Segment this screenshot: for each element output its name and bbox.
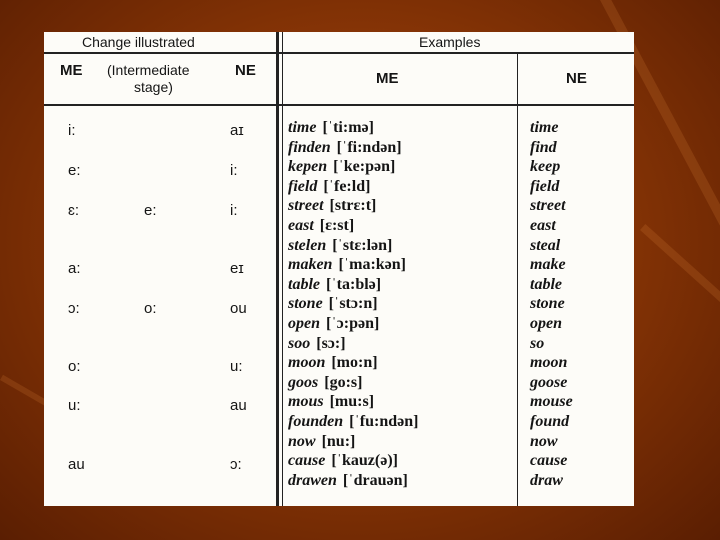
vowel-ne: au: [230, 397, 247, 414]
vowel-me: e:: [68, 162, 81, 179]
ne-word: cause: [530, 452, 568, 470]
ne-word: keep: [530, 158, 561, 176]
me-word: street: [288, 197, 324, 215]
example-me-row: [288, 255, 406, 275]
vowel-mid: e:: [144, 202, 157, 219]
example-me-row: [288, 236, 392, 256]
ne-word: stone: [530, 295, 565, 313]
example-me-row: [288, 392, 374, 412]
ne-word: find: [530, 138, 557, 156]
me-pronunciation: [ˈɔ:pən]: [326, 315, 380, 332]
example-me-row: [288, 177, 370, 197]
vowel-ne: u:: [230, 358, 243, 375]
ne-word: now: [530, 432, 558, 450]
me-word: time: [288, 119, 317, 136]
col-header-intermediate: (Intermediate: [107, 62, 190, 78]
vowel-me: a:: [68, 260, 81, 277]
examples-header-me: ME: [376, 70, 399, 87]
ne-word: found: [530, 413, 570, 430]
me-pronunciation: [ˈdrauən]: [342, 471, 408, 489]
me-pronunciation: [ˈta:blə]: [326, 275, 382, 293]
me-pronunciation: [go:s]: [324, 373, 363, 391]
ne-word: goose: [530, 373, 568, 391]
me-pronunciation: [mu:s]: [329, 393, 375, 411]
example-me-row: [288, 373, 362, 393]
me-pronunciation: [ˈstɛ:lən]: [332, 236, 393, 254]
examples-divider: [517, 54, 518, 506]
me-word: kepen: [288, 158, 328, 176]
vowel-me: i:: [68, 122, 76, 139]
ne-word: moon: [530, 354, 568, 372]
me-pronunciation: [ˈkauz(ə)]: [331, 452, 398, 470]
vowel-me: ɔ:: [68, 300, 80, 317]
vowel-ne: ou: [230, 300, 247, 317]
me-pronunciation: [ˈfu:ndən]: [349, 413, 419, 430]
ne-word: field: [530, 177, 560, 195]
me-word: soo: [288, 334, 311, 352]
col-header-ne: NE: [235, 62, 256, 79]
example-me-row: [288, 334, 346, 354]
column-divider: [276, 32, 279, 506]
ne-word: steal: [530, 236, 561, 254]
me-pronunciation: [mo:n]: [331, 354, 378, 372]
me-word: cause: [288, 452, 326, 470]
me-word: moon: [288, 354, 326, 372]
me-word: mous: [288, 393, 324, 411]
ne-word: so: [530, 334, 545, 352]
me-word: east: [288, 217, 314, 234]
vowel-ne: i:: [230, 162, 238, 179]
example-me-row: [288, 138, 402, 158]
me-pronunciation: [ˈfi:ndən]: [336, 138, 402, 156]
ne-word: east: [530, 217, 556, 234]
me-word: founden: [288, 413, 344, 430]
col-header-intermediate-2: stage): [134, 79, 173, 95]
vowel-ne: eɪ: [230, 260, 244, 277]
me-word: now: [288, 432, 316, 450]
me-word: maken: [288, 256, 333, 274]
vowel-me: u:: [68, 397, 81, 414]
col-header-me: ME: [60, 62, 83, 79]
ne-word: table: [530, 275, 562, 293]
example-me-row: [288, 196, 376, 216]
me-pronunciation: [strɛ:t]: [329, 197, 377, 215]
me-pronunciation: [ˈfe:ld]: [323, 177, 371, 195]
example-me-row: [288, 216, 354, 236]
me-word: finden: [288, 138, 331, 156]
me-word: goos: [288, 373, 319, 391]
example-me-row: [288, 275, 381, 295]
example-me-row: [288, 314, 379, 334]
example-me-row: [288, 157, 395, 177]
me-word: open: [288, 315, 320, 332]
me-pronunciation: [ɛ:st]: [319, 217, 355, 234]
me-word: drawen: [288, 471, 337, 489]
example-me-row: [288, 451, 398, 471]
ne-word: make: [530, 256, 566, 274]
header-examples: Examples: [419, 34, 481, 50]
vowel-me: au: [68, 456, 85, 473]
vowel-ne: ɔ:: [230, 456, 242, 473]
vowel-shift-table: [44, 32, 634, 506]
ne-word: mouse: [530, 393, 573, 411]
me-pronunciation: [ˈstɔ:n]: [328, 295, 378, 313]
vowel-ne: aɪ: [230, 122, 244, 139]
example-me-row: [288, 118, 374, 138]
me-word: stone: [288, 295, 323, 313]
me-word: field: [288, 177, 318, 195]
example-me-row: [288, 353, 378, 373]
header-change-illustrated: Change illustrated: [82, 34, 195, 50]
vowel-mid: o:: [144, 300, 157, 317]
column-divider-thin: [282, 32, 283, 506]
ne-word: time: [530, 119, 559, 136]
me-pronunciation: [ˈke:pən]: [333, 158, 396, 176]
example-me-row: [288, 412, 418, 432]
me-word: table: [288, 275, 320, 293]
example-me-row: [288, 432, 355, 452]
vowel-me: ɛ:: [68, 202, 80, 219]
me-word: stelen: [288, 236, 327, 254]
top-rule: [44, 52, 634, 54]
example-me-row: [288, 471, 408, 491]
me-pronunciation: [sɔ:]: [316, 334, 346, 352]
ne-word: street: [530, 197, 566, 215]
background-streak: [640, 224, 720, 364]
examples-header-ne: NE: [566, 70, 587, 87]
ne-word: draw: [530, 471, 563, 489]
me-pronunciation: [nu:]: [321, 432, 356, 450]
header-rule: [44, 104, 634, 106]
me-pronunciation: [ˈti:mə]: [322, 119, 374, 136]
example-me-row: [288, 294, 378, 314]
vowel-me: o:: [68, 358, 81, 375]
ne-word: open: [530, 315, 562, 332]
vowel-ne: i:: [230, 202, 238, 219]
me-pronunciation: [ˈma:kən]: [338, 256, 406, 274]
